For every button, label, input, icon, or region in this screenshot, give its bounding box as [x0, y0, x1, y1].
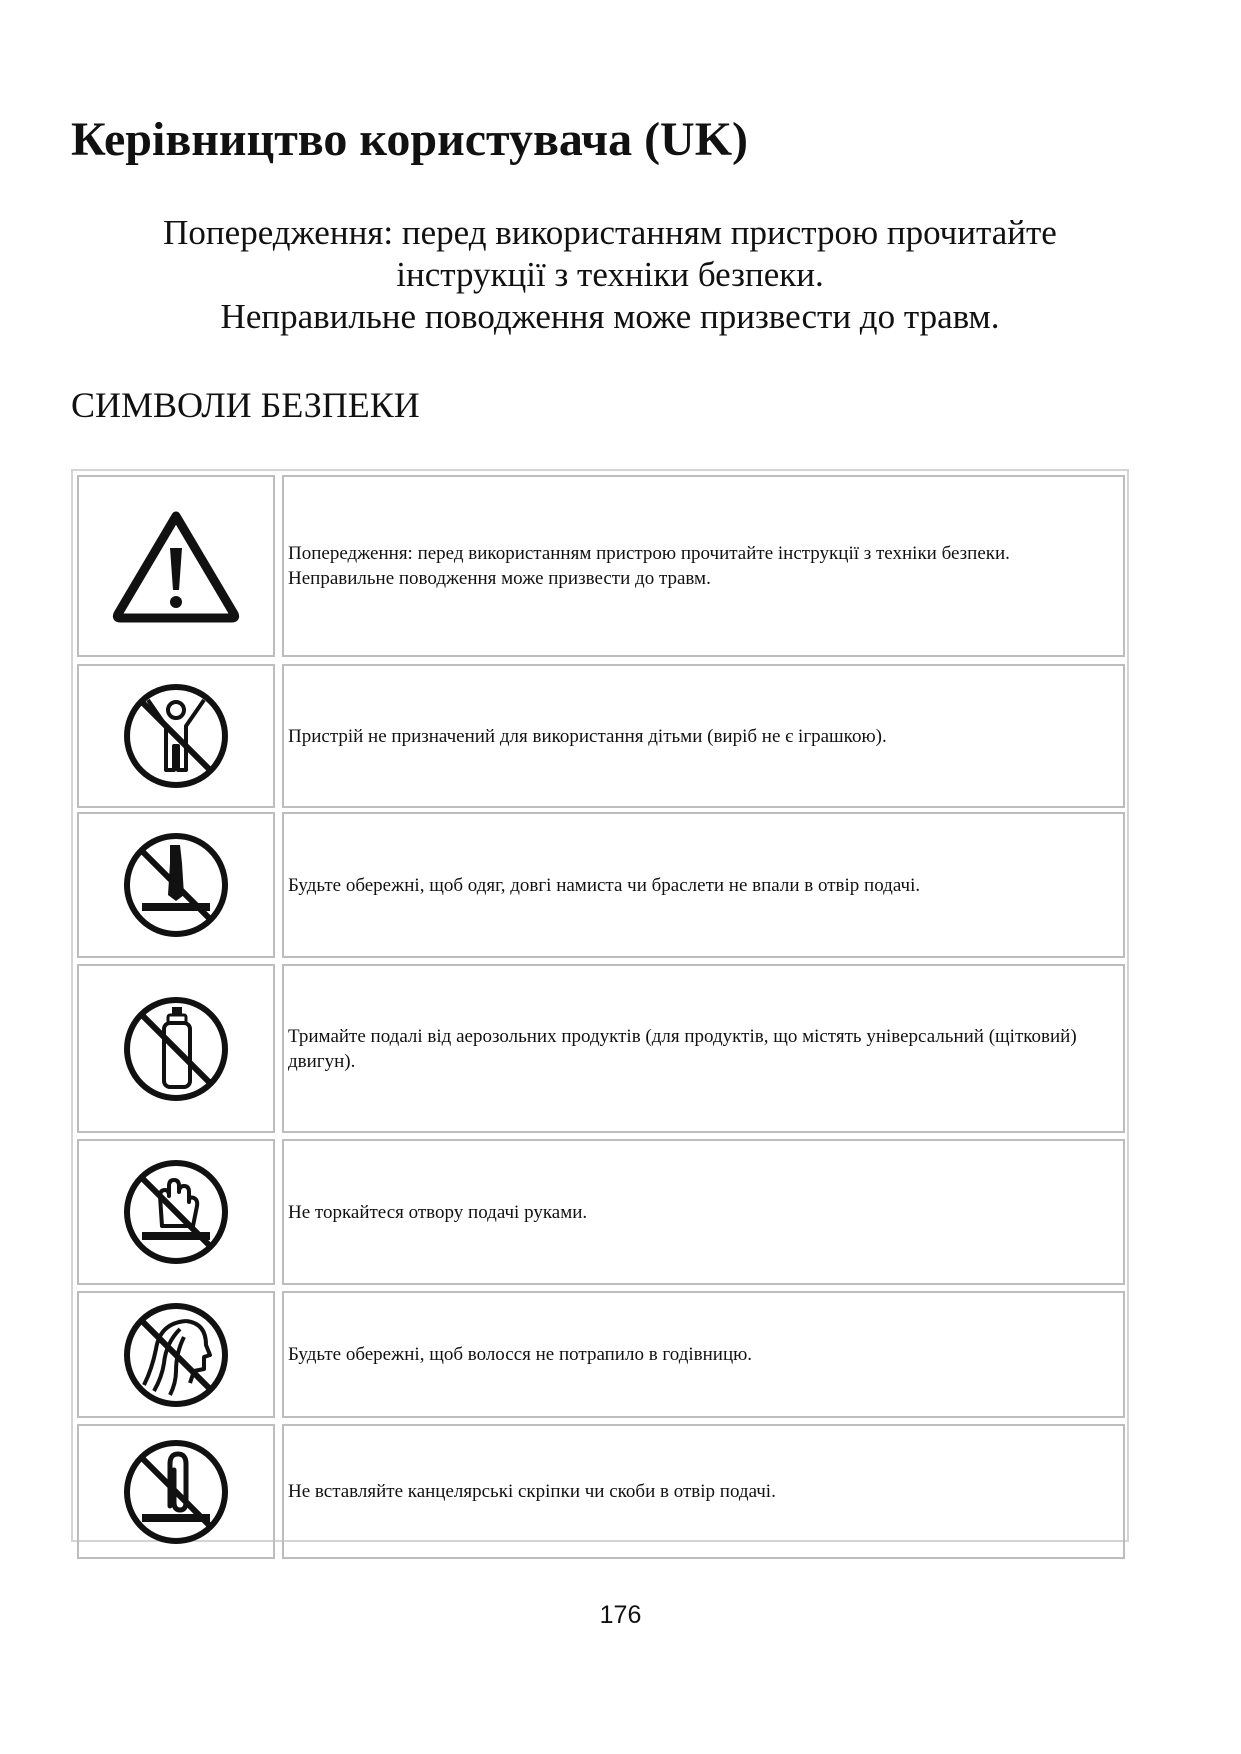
- no-long-hair-icon: [120, 1299, 232, 1411]
- no-paper-clips-icon: [120, 1436, 232, 1548]
- table-row: [77, 664, 1125, 808]
- intro-warning-line-3: Неправильне поводження може призвести до травм.: [220, 297, 1000, 336]
- page-title: Керівництво користувача (UK): [71, 113, 749, 166]
- page-number: 176: [599, 1601, 642, 1629]
- symbol-description: Пристрій не призначений для використання дітьми (виріб не є іграшкою).: [282, 664, 1125, 808]
- icon-cell: [77, 1291, 275, 1418]
- no-aerosol-icon: [120, 993, 232, 1105]
- icon-cell: [77, 964, 275, 1133]
- section-title: СИМВОЛИ БЕЗПЕКИ: [71, 385, 420, 425]
- symbol-description: Будьте обережні, щоб волосся не потрапило в годівницю.: [282, 1291, 1125, 1418]
- symbol-description: Будьте обережні, щоб одяг, довгі намиста чи браслети не впали в отвір подачі.: [282, 812, 1125, 958]
- symbol-description: Тримайте подалі від аерозольних продуктів (для продуктів, що містять універсальний (щітковий) двигун).: [282, 964, 1125, 1133]
- table-row: [77, 1139, 1125, 1285]
- symbol-description: Не торкайтеся отвору подачі руками.: [282, 1139, 1125, 1285]
- table-row: [77, 475, 1125, 657]
- table-row: [77, 1424, 1125, 1559]
- icon-cell: [77, 664, 275, 808]
- safety-symbols-table: [71, 469, 1129, 1542]
- symbol-description: Попередження: перед використанням пристрою прочитайте інструкції з техніки безпеки. Неправильне поводження може призвести до травм.: [282, 475, 1125, 657]
- table-row: [77, 1291, 1125, 1418]
- intro-warning-line-2: інструкції з техніки безпеки.: [396, 255, 824, 294]
- warning-triangle-icon: [106, 506, 246, 626]
- no-loose-clothing-icon: [120, 829, 232, 941]
- icon-cell: [77, 1424, 275, 1559]
- symbol-description: Не вставляйте канцелярські скріпки чи скоби в отвір подачі.: [282, 1424, 1125, 1559]
- icon-cell: [77, 812, 275, 958]
- intro-warning: [60, 212, 1160, 338]
- intro-warning-line-1: Попередження: перед використанням пристрою прочитайте: [163, 213, 1057, 252]
- table-row: [77, 812, 1125, 958]
- no-children-icon: [120, 680, 232, 792]
- icon-cell: [77, 475, 275, 657]
- table-row: [77, 964, 1125, 1133]
- no-hands-icon: [120, 1156, 232, 1268]
- icon-cell: [77, 1139, 275, 1285]
